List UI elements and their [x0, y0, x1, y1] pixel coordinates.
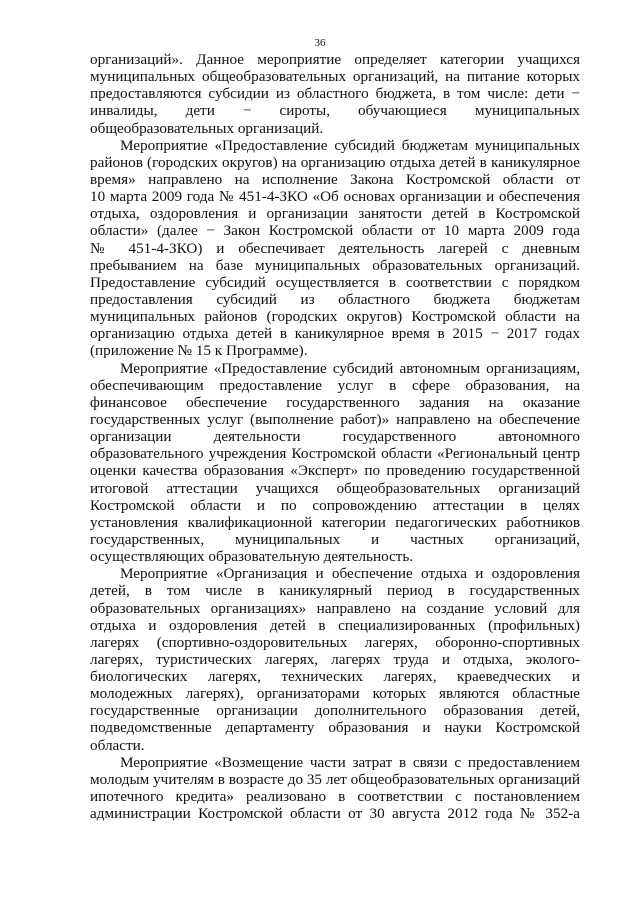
text-line: детей, в том числе в каникулярный период в государственных [90, 582, 580, 600]
text-line: образовательных организациях» направлено на создание условий для [90, 599, 580, 617]
text-line: государственных услуг (выполнение работ)» направлено на обеспечение [90, 410, 580, 428]
text-line: Костромской области и по сопровождению аттестации в целях [90, 496, 580, 514]
text-line: итоговой аттестации учащихся общеобразовательных организаций [90, 479, 580, 497]
text-line: государственные организации дополнительного образования детей, [90, 702, 580, 720]
text-line: оценки качества образования «Эксперт» по проведению государственной [90, 462, 580, 480]
text-line: биологических лагерях, технических лагерях, краеведческих и [90, 668, 580, 686]
text-line: молодежных лагерях), организаторами которых являются областные [90, 685, 580, 703]
text-line: лагерях (спортивно-оздоровительных лагерях, оборонно-спортивных [90, 633, 580, 651]
text-line: отдыха и оздоровления детей в специализированных (профильных) [90, 616, 580, 634]
text-line: инвалиды, дети − сироты, обучающиеся муниципальных [90, 102, 580, 120]
text-line: Предоставление субсидий осуществляется в соответствии с порядком [90, 273, 580, 291]
text-line: лагерях, туристических лагерях, лагерях труда и отдыха, эколого- [90, 650, 580, 668]
text-line: районов (городских округов) на организацию отдыха детей в каникулярное [90, 153, 580, 171]
text-line: образовательного учреждения Костромской области «Региональный центр [90, 445, 580, 463]
text-line: общеобразовательных организаций. [90, 119, 324, 137]
text-line: организацию отдыха детей в каникулярное время в 2015 − 2017 годах [90, 325, 580, 343]
text-line: пребыванием на базе муниципальных образовательных организаций. [90, 256, 580, 274]
text-line: области. [90, 736, 145, 754]
document-body [90, 51, 580, 822]
text-line: молодым учителям в возрасте до 35 лет общеобразовательных организаций [90, 770, 580, 788]
text-line: государственных, муниципальных и частных организаций, [90, 530, 580, 548]
text-line: время» направлено на исполнение Закона Костромской области от [90, 170, 580, 188]
text-line: области» (далее − Закон Костромской области от 10 марта 2009 года [90, 222, 580, 240]
text-line: Мероприятие «Предоставление субсидий автономным организациям, [120, 359, 580, 377]
text-line: организаций». Данное мероприятие определяет категории учащихся [90, 51, 580, 68]
text-line: осуществляющих образовательную деятельность. [90, 548, 414, 566]
text-line: № 451-4-ЗКО) и обеспечивает деятельность лагерей с дневным [90, 239, 580, 257]
text-line: Мероприятие «Предоставление субсидий бюджетам муниципальных [120, 136, 580, 154]
text-line: организации деятельности государственного автономного [90, 428, 580, 446]
text-line: муниципальных районов (городских округов) Костромской области на [90, 308, 580, 326]
text-line: администрации Костромской области от 30 августа 2012 года № 352-а [90, 805, 580, 823]
text-line: подведомственные департаменту образования и науки Костромской [90, 719, 580, 737]
text-line: обеспечивающим предоставление услуг в сфере образования, на [90, 376, 580, 394]
page-number: 36 [314, 37, 326, 49]
text-line: Мероприятие «Возмещение части затрат в связи с предоставлением [120, 753, 580, 771]
text-line: финансовое обеспечение государственного задания на оказание [90, 393, 580, 411]
text-line: отдыха, оздоровления и организации занятости детей в Костромской [90, 205, 580, 223]
text-line: муниципальных общеобразовательных организаций, на питание которых [90, 68, 580, 86]
text-line: 10 марта 2009 года № 451-4-ЗКО «Об основах организации и обеспечения [90, 188, 580, 206]
text-line: Мероприятие «Организация и обеспечение отдыха и оздоровления [120, 565, 580, 583]
text-line: ипотечного кредита» реализовано в соответствии с постановлением [90, 788, 580, 806]
text-line: (приложение № 15 к Программе). [90, 342, 308, 360]
text-line: установления квалификационной категории педагогических работников [90, 513, 580, 531]
text-line: предоставления субсидий из областного бюджета бюджетам [90, 290, 580, 308]
text-line: предоставляются субсидии из областного бюджета, в том числе: дети − [90, 85, 580, 103]
